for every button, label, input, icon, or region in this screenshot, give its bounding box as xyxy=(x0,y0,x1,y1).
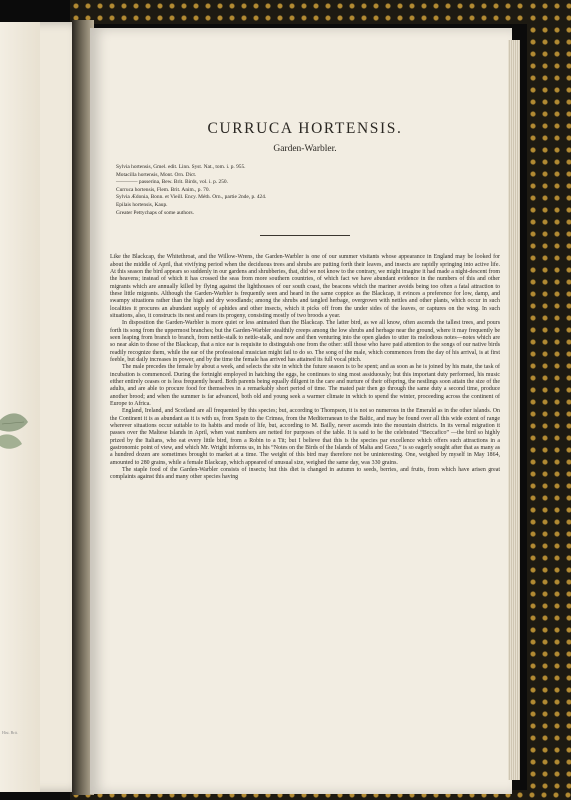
paragraph: The staple food of the Garden-Warbler consists of insects; but this diet is changed in autumn to seeds, berries, and fruits, from which have arisen great complaints against this and many other species having xyxy=(110,467,500,481)
synonym-line: Motacilla hortensis, Mont. Orn. Dict. xyxy=(116,171,197,178)
common-name: Garden-Warbler. xyxy=(273,144,337,154)
synonym-line: ———— passerina, Bew. Brit. Birds, vol. i. p. 250. xyxy=(116,179,228,186)
paragraph: England, Ireland, and Scotland are all frequented by this species; but, according to Thompson, it is not so numerous in the Emerald as in the other islands. On the Continent it is as abundant as it is with us, from Spain to the Crimea, from the Mediterranean to the Baltic, and may be found over all this wide extent of range wherever situations occur suitable to its habits and mode of life, but, according to M. Bailly, never ascends into the mountain districts. In its vernal migration it passes over the Maltese Islands in April, when vast numbers are netted for purposes of the table. It is said to be the celebrated “Beccafico” —the bird so highly prized by the Italians, who eat every little bird, from a Robin to a Tit; but I believe that this is the species par excellence which offers such attractions in a gastronomic point of view, and which Mr. Wright informs us, in his “Notes on the Birds of the Islands of Malta and Gozo,” is so eagerly sought after that as many as a hundred dozen are sometimes brought to market at a time. The weight of this bird may therefore not be uninteresting. One, weighed by myself in May 1864, amounted to 280 grains, while a female Blackcap, which appeared of unusual size, weighed the same day, was 330 grains. xyxy=(110,408,500,466)
synonym-line: Curruca hortensis, Flem. Brit. Anim., p. 70. xyxy=(116,186,210,193)
paragraph: The male precedes the female by about a week, and selects the site in which the future season is to be spent; and as soon as he is joined by his mate, the task of incubation is commenced. During the fortnight employed in hatching the eggs, he continues to sing most assiduously; but this important duty performed, his music either entirely ceases or is less frequently heard. Both parents being equally diligent in the care and nurture of their offspring, the nestlings soon attain the size of the adults, and are able to procure food for themselves in a remarkably short period of time. The mated pair then go through the same duty a second time, produce another brood; and when the summer is far advanced, both old and young seek a warmer climate in which to spend the winter, proceeding across the continent of Europe to Africa. xyxy=(110,364,500,408)
section-divider xyxy=(260,235,350,236)
page-edges xyxy=(508,40,520,780)
article-body xyxy=(110,254,500,482)
plate-foliage-icon xyxy=(0,400,32,460)
binding-border xyxy=(527,0,571,800)
synonymy-list xyxy=(116,164,500,217)
species-title: CURRUCA HORTENSIS. xyxy=(207,120,403,137)
synonym-line: Greater Pettychaps of some authors. xyxy=(116,209,194,216)
plate-caption: Hist. Brit. xyxy=(2,730,18,735)
binding-top xyxy=(70,0,571,24)
synonym-line: Sylvia hortensis, Gmel. edit. Linn. Syst. Nat., tom. i. p. 955. xyxy=(116,164,246,170)
page-content xyxy=(110,120,500,482)
synonym-line: Sylvia Ædonia, Bonn. et Vieill. Ency. Méth. Orn., partie 2nde, p. 424. xyxy=(116,194,267,201)
synonym-line: Epilais hortensis, Kaup. xyxy=(116,201,168,208)
paragraph: In disposition the Garden-Warbler is more quiet or less animated than the Blackcap. The latter bird, as we all know, often ascends the tallest trees, and pours forth its song from the uppermost branches; but the Garden-Warbler stealthily creeps among the low shrubs and herbage near the ground, where it may frequently be seen leaping from branch to branch, from nettle-stalk to nettle-stalk, and now and then venturing into the open glades to utter its melodious notes—notes which are so near akin to those of the Blackcap, that a nice ear is requisite to distinguish one from the other: still those who have paid attention to the songs of our native birds readily recognize them, while the ear of the professional musician might fail to do so. The song of the male, which commences from the day of his arrival, is at first feeble, but daily increases in power, and by the time the female has arrived has attained its full vocal pitch. xyxy=(110,320,500,363)
paragraph: Like the Blackcap, the Whitethroat, and the Willow-Wrens, the Garden-Warbler is one of our summer visitants whose appearance in England may be looked for about the middle of April, that vivifying period when the deciduous trees and shrubs are putting forth their leaves, and insects are rapidly springing into active life. At this season the bird appears so suddenly in our gardens and shrubberies, that, did we not know to the contrary, we might imagine it had made a night-descent from the heavens; instead of which it has crossed the seas from more southern countries, of which fact we have abundant evidence in the numbers of this and other migrants which are annually killed by flying against the lighthouses of our south coast, the beacons which the mariner avoids being too often a fatal attraction to these little migrants. Although the Garden-Warbler is frequently seen and heard in the same coppice as the Blackcap, it evinces a preference for low, damp, and swampy situations rather than the high and dry woodlands; among the shrubs and tangled herbage, overgrown with nettles and other plants, which occur in such localities it procures an abundant supply of aphides and other insects, which it picks off from the under sides of the leaves, or captures on the wing. In such situations, also, it constructs its nest and rears its progeny, consisting mostly of two broods a year. xyxy=(110,254,500,319)
